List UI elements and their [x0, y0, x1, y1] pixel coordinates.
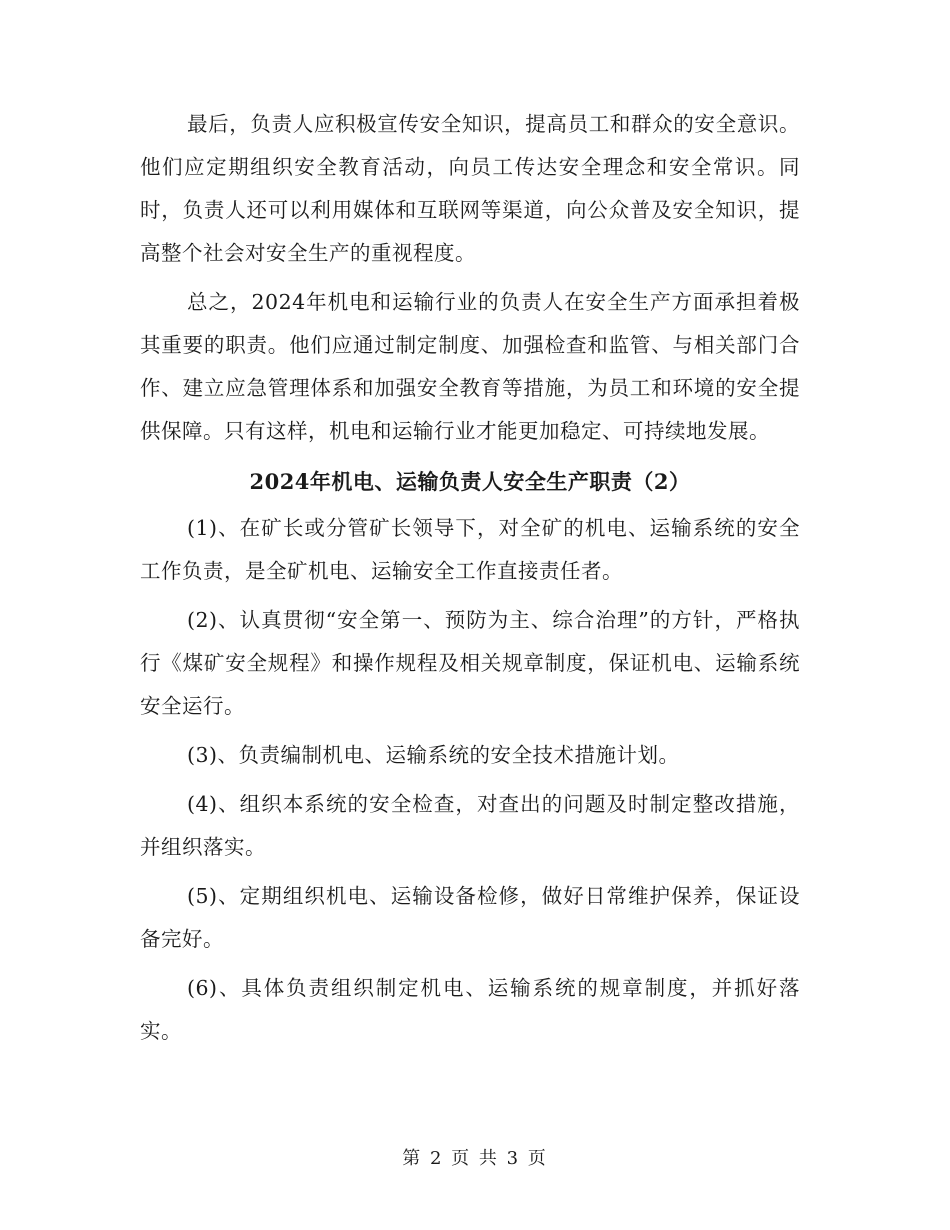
paragraph-summary: 总之，2024年机电和运输行业的负责人在安全生产方面承担着极其重要的职责。他们应通过制定制度、加强检查和监管、与相关部门合作、建立应急管理体系和加强安全教育等措施，为员工和环境的安全提供保障。只有这样，机电和运输行业才能更加稳定、可持续地发展。	[140, 290, 800, 443]
paragraph-promote-safety-knowledge: 最后，负责人应积极宣传安全知识，提高员工和群众的安全意识。他们应定期组织安全教育活动，向员工传达安全理念和安全常识。同时，负责人还可以利用媒体和互联网等渠道，向公众普及安全知识，提高整个社会对安全生产的重视程度。	[140, 112, 800, 265]
duty-item-3: (3)、负责编制机电、运输系统的安全技术措施计划。	[187, 743, 680, 767]
page-number-footer: 第 2 页 共 3 页	[402, 1148, 548, 1169]
duty-item-4: (4)、组织本系统的安全检查，对查出的问题及时制定整改措施，并组织落实。	[140, 792, 800, 859]
duty-item-6: (6)、具体负责组织制定机电、运输系统的规章制度，并抓好落实。	[140, 976, 800, 1043]
duty-item-2: (2)、认真贯彻“安全第一、预防为主、综合治理”的方针，严格执行《煤矿安全规程》和操作规程及相关规章制度，保证机电、运输系统安全运行。	[140, 608, 800, 718]
section-title: 2024年机电、运输负责人安全生产职责（2）	[249, 469, 691, 494]
document-body	[140, 103, 800, 1059]
duty-item-1: (1)、在矿长或分管矿长领导下，对全矿的机电、运输系统的安全工作负责，是全矿机电、运输安全工作直接责任者。	[140, 516, 800, 583]
duty-item-5: (5)、定期组织机电、运输设备检修，做好日常维护保养，保证设备完好。	[140, 884, 800, 951]
